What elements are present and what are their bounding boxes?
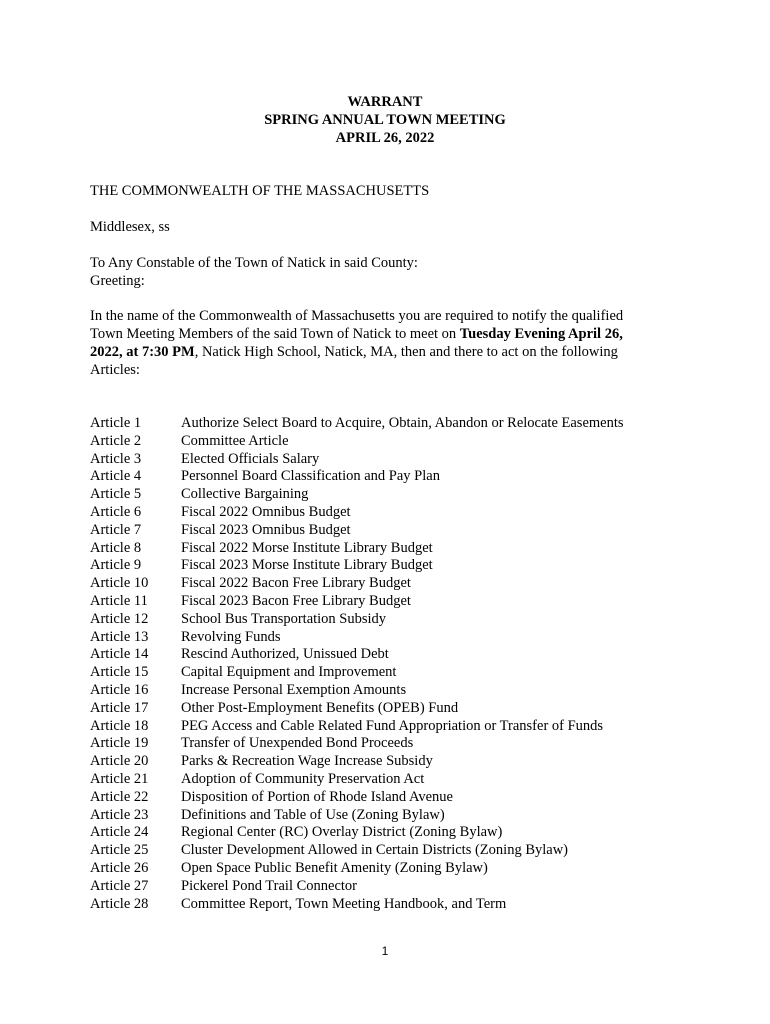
commonwealth-heading [90, 182, 690, 200]
article-number: Article 22 [90, 788, 149, 805]
article-number: Article 16 [90, 681, 149, 698]
article-title: Open Space Public Benefit Amenity (Zoning Bylaw) [181, 859, 488, 876]
article-title: Collective Bargaining [181, 486, 309, 503]
article-title: Committee Article [181, 432, 289, 449]
warrant-title: WARRANT [347, 94, 423, 110]
article-row [90, 700, 690, 718]
notice-line-4: Articles: [90, 362, 140, 378]
commonwealth-text: THE COMMONWEALTH OF THE MASSACHUSETTS [90, 183, 430, 199]
article-row [90, 433, 690, 451]
article-row [90, 753, 690, 771]
article-title: Pickerel Pond Trail Connector [181, 877, 358, 894]
address-line: To Any Constable of the Town of Natick in said County: [90, 255, 418, 271]
article-title: Elected Officials Salary [181, 450, 320, 467]
notice-line-3-text: , Natick High School, Natick, MA, then and there to act on the following [194, 344, 618, 360]
article-number: Article 2 [90, 432, 142, 449]
article-row [90, 718, 690, 736]
article-number: Article 21 [90, 770, 149, 787]
article-number: Article 14 [90, 646, 149, 663]
article-title: Disposition of Portion of Rhode Island Avenue [181, 788, 453, 805]
meeting-name: SPRING ANNUAL TOWN MEETING [264, 112, 506, 128]
article-number: Article 12 [90, 610, 149, 627]
county-line [90, 218, 690, 236]
article-title: Regional Center (RC) Overlay District (Zoning Bylaw) [181, 824, 503, 841]
article-number: Article 13 [90, 628, 149, 645]
warrant-title-block [0, 93, 770, 147]
article-row [90, 451, 690, 469]
article-row [90, 860, 690, 878]
article-number: Article 5 [90, 486, 142, 503]
notice-paragraph [90, 307, 690, 379]
article-number: Article 9 [90, 557, 142, 574]
article-row [90, 842, 690, 860]
article-title: Cluster Development Allowed in Certain Districts (Zoning Bylaw) [181, 842, 569, 859]
articles-list [90, 415, 690, 913]
article-row [90, 575, 690, 593]
article-row [90, 540, 690, 558]
article-number: Article 20 [90, 753, 149, 770]
article-row [90, 522, 690, 540]
article-title: Fiscal 2022 Omnibus Budget [181, 503, 351, 520]
article-number: Article 11 [90, 592, 148, 609]
article-title: Adoption of Community Preservation Act [181, 770, 425, 787]
article-title: Fiscal 2023 Morse Institute Library Budget [181, 557, 433, 574]
notice-line-1: In the name of the Commonwealth of Massachusetts you are required to notify the qualified [90, 308, 624, 324]
greeting-line: Greeting: [90, 273, 145, 289]
article-title: Personnel Board Classification and Pay Plan [181, 468, 440, 485]
article-row [90, 504, 690, 522]
article-title: Fiscal 2023 Bacon Free Library Budget [181, 592, 411, 609]
article-number: Article 27 [90, 877, 149, 894]
article-row [90, 629, 690, 647]
article-title: Definitions and Table of Use (Zoning Bylaw) [181, 806, 445, 823]
article-number: Article 4 [90, 468, 142, 485]
article-row [90, 878, 690, 896]
notice-line-3 [90, 343, 690, 361]
article-title: Revolving Funds [181, 628, 281, 645]
address-paragraph [90, 254, 690, 290]
article-row [90, 664, 690, 682]
article-number: Article 23 [90, 806, 149, 823]
article-row [90, 807, 690, 825]
article-row [90, 557, 690, 575]
article-title: School Bus Transportation Subsidy [181, 610, 387, 627]
article-title: Fiscal 2023 Omnibus Budget [181, 521, 351, 538]
article-number: Article 8 [90, 539, 142, 556]
article-row [90, 682, 690, 700]
article-number: Article 19 [90, 735, 149, 752]
article-number: Article 28 [90, 895, 149, 912]
article-title: Transfer of Unexpended Bond Proceeds [181, 735, 414, 752]
page-number: 1 [381, 944, 389, 958]
article-row [90, 611, 690, 629]
article-number: Article 1 [90, 415, 142, 431]
article-row [90, 789, 690, 807]
article-row [90, 486, 690, 504]
article-title: PEG Access and Cable Related Fund Appropriation or Transfer of Funds [181, 717, 604, 734]
county-text: Middlesex, ss [90, 219, 170, 235]
article-number: Article 15 [90, 664, 149, 681]
article-number: Article 17 [90, 699, 149, 716]
article-row [90, 735, 690, 753]
article-number: Article 18 [90, 717, 149, 734]
meeting-date-time-bold: 2022, at 7:30 PM [90, 344, 195, 360]
article-title: Capital Equipment and Improvement [181, 664, 397, 681]
article-title: Other Post-Employment Benefits (OPEB) Fund [181, 699, 459, 716]
article-number: Article 3 [90, 450, 142, 467]
article-title: Rescind Authorized, Unissued Debt [181, 646, 389, 663]
article-title: Committee Report, Town Meeting Handbook, and Term [181, 895, 507, 912]
article-row [90, 771, 690, 789]
article-title: Parks & Recreation Wage Increase Subsidy [181, 753, 433, 770]
notice-line-2 [90, 325, 690, 343]
article-number: Article 24 [90, 824, 149, 841]
article-number: Article 7 [90, 521, 142, 538]
article-number: Article 6 [90, 503, 142, 520]
article-row [90, 824, 690, 842]
notice-line-2-text: Town Meeting Members of the said Town of Natick to meet on [90, 326, 460, 342]
article-number: Article 25 [90, 842, 149, 859]
article-number: Article 10 [90, 575, 149, 592]
article-row [90, 468, 690, 486]
article-title: Authorize Select Board to Acquire, Obtain, Abandon or Relocate Easements [181, 415, 624, 431]
article-number: Article 26 [90, 859, 149, 876]
article-title: Fiscal 2022 Morse Institute Library Budget [181, 539, 433, 556]
article-row [90, 415, 690, 433]
article-row [90, 593, 690, 611]
meeting-time-bold: Tuesday Evening April 26, [459, 326, 623, 342]
article-row [90, 896, 690, 914]
article-row [90, 646, 690, 664]
meeting-date: APRIL 26, 2022 [335, 130, 435, 146]
article-title: Increase Personal Exemption Amounts [181, 681, 407, 698]
article-title: Fiscal 2022 Bacon Free Library Budget [181, 575, 411, 592]
